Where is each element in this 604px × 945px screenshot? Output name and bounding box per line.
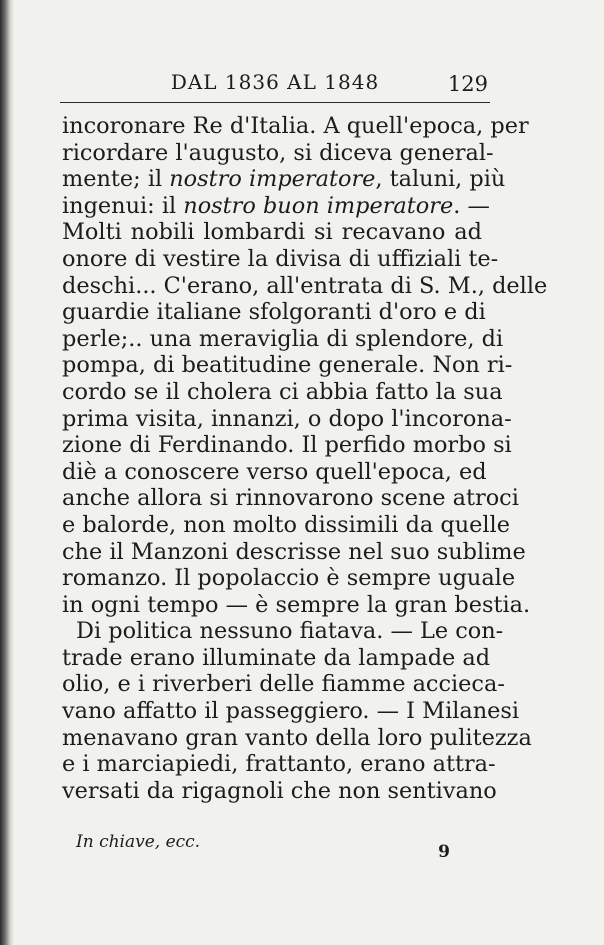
text-line: romanzo. Il popolaccio è sempre uguale	[62, 565, 516, 592]
text-line: pompa, di beatitudine generale. Non ri-	[62, 352, 513, 379]
text-line: Molti nobili lombardi si recavano ad	[62, 219, 482, 246]
text-line: versati da rigagnoli che non sentivano	[62, 777, 497, 804]
text-line: e i marciapiedi, frattanto, erano attra-	[62, 751, 496, 778]
text-line: mente; il nostro imperatore, taluni, più	[62, 166, 506, 193]
text-line: zione di Ferdinando. Il perfido morbo si	[62, 432, 512, 459]
text-line: in ogni tempo — è sempre la gran bestia.	[62, 591, 531, 618]
text-line: anche allora si rinnovarono scene atroci	[62, 485, 519, 512]
signature-mark: 9	[438, 842, 450, 862]
body-text	[62, 113, 548, 804]
running-head	[60, 62, 490, 103]
text-line: guardie italiane sfolgoranti d'oro e di	[62, 299, 486, 326]
text-line: menavano gran vanto della loro pulitezza	[62, 724, 532, 751]
text-line: vano affatto il passeggiero. — I Milanesi	[62, 698, 520, 725]
text-line: Di politica nessuno fiatava. — Le con-	[76, 618, 504, 645]
page-binding-edge	[0, 0, 14, 945]
text-line: perle;.. una meraviglia di splendore, di	[62, 325, 504, 352]
text-line: cordo se il cholera ci abbia fatto la sua	[62, 378, 503, 405]
running-title: DAL 1836 AL 1848	[170, 70, 380, 94]
text-line: deschi... C'erano, all'entrata di S. M., delle	[62, 272, 548, 299]
text-line: ricordare l'augusto, si diceva general-	[62, 139, 494, 166]
text-line: onore di vestire la divisa di uffiziali te-	[62, 245, 499, 272]
footer-book-title: In chiave, ecc.	[76, 832, 201, 852]
text-line: e balorde, non molto dissimili da quelle	[62, 511, 510, 538]
page-number: 129	[447, 72, 488, 96]
text-line: che il Manzoni descrisse nel suo sublime	[62, 538, 526, 565]
text-line: diè a conoscere verso quell'epoca, ed	[62, 458, 487, 485]
page-footer	[76, 832, 486, 862]
text-line: prima visita, innanzi, o dopo l'incorona-	[62, 405, 512, 432]
text-line: olio, e i riverberi delle fiamme accieca-	[62, 671, 505, 698]
text-line: trade erano illuminate da lampade ad	[62, 644, 491, 671]
text-line: incoronare Re d'Italia. A quell'epoca, per	[62, 113, 529, 139]
text-line: ingenui: il nostro buon imperatore. —	[62, 192, 490, 219]
